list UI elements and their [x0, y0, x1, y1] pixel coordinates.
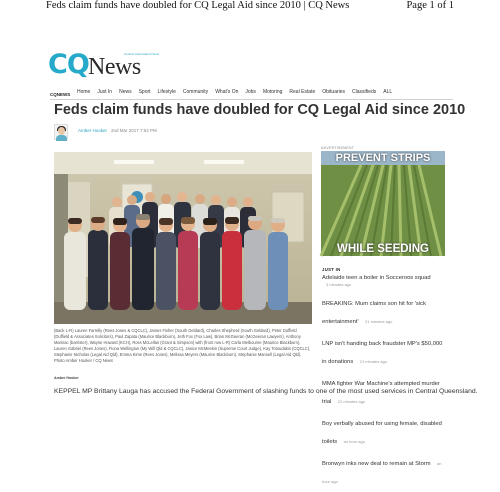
post-date: 2nd Mar 2017 7:52 PM	[111, 128, 157, 133]
photo-credit: Amber Hooker	[54, 376, 79, 380]
print-header	[0, 0, 500, 14]
nav-item-home[interactable]: Home	[77, 89, 91, 95]
logo-tagline: Central Queensland News	[124, 52, 160, 56]
article-lead: KEPPEL MP Brittany Lauga has accused the Federal Government of slashing funds to one of the most used services in Central Queensland.	[54, 388, 478, 395]
nav-item-whats-on[interactable]: What's On	[215, 89, 239, 95]
nav-brand[interactable]: CQNEWS	[50, 92, 71, 97]
just-in-title: JUST IN	[322, 267, 341, 272]
just-in-item[interactable]	[322, 332, 447, 368]
field-stripes-illustration	[321, 151, 445, 256]
nav-divider	[50, 99, 453, 100]
just-in-item[interactable]	[322, 452, 447, 488]
print-page-number: Page 1 of 1	[406, 0, 454, 11]
print-page-title: Feds claim funds have doubled for CQ Legal Aid since 2010 | CQ News	[46, 0, 350, 11]
just-in-item[interactable]	[322, 372, 447, 408]
cq-news-logo[interactable]	[48, 50, 158, 82]
nav-item-real-estate[interactable]: Real Estate	[289, 89, 316, 95]
byline	[54, 124, 254, 142]
nav-item-classifieds[interactable]: Classifieds	[352, 89, 377, 95]
just-in-item[interactable]	[322, 292, 447, 328]
nav-items	[77, 89, 399, 95]
nav-item-obituaries[interactable]: Obituaries	[322, 89, 346, 95]
just-in-headline[interactable]: Bronwyn inks new deal to remain at Storm	[322, 461, 431, 467]
logo-news: News	[88, 54, 141, 80]
nav-item-just-in[interactable]: Just In	[97, 89, 113, 95]
advertisement-banner[interactable]	[321, 151, 445, 256]
article-photo[interactable]	[54, 152, 312, 324]
author-avatar[interactable]	[54, 124, 68, 140]
just-in-time: 21 minutes ago	[359, 359, 388, 364]
nav-item-all[interactable]: ALL	[383, 89, 393, 95]
just-in-time: 22 minutes ago	[337, 399, 366, 404]
advertisement-label: ADVERTISEMENT	[321, 146, 355, 150]
just-in-headline[interactable]: Adelaide teen a boiler in Socceroos squad	[322, 275, 431, 281]
just-in-item[interactable]	[322, 275, 447, 288]
advertisement-headline-top: PREVENT STRIPS	[335, 152, 431, 164]
group-photo-illustration	[54, 152, 312, 324]
nav-item-lifestyle[interactable]: Lifestyle	[157, 89, 176, 95]
logo-cq: CQ	[48, 49, 89, 80]
main-nav	[50, 89, 452, 99]
just-in-time: 3 minutes ago	[326, 282, 352, 287]
just-in-time: an hour ago	[322, 461, 442, 484]
just-in-headline[interactable]: Boy verbally abused for using female, disabled toilets	[322, 421, 442, 445]
nav-item-sport[interactable]: Sport	[138, 89, 151, 95]
article-headline: Feds claim funds have doubled for CQ Legal Aid since 2010	[54, 102, 466, 118]
nav-item-news[interactable]: News	[119, 89, 132, 95]
just-in-time: 21 minutes ago	[365, 319, 393, 324]
advertisement-headline-bottom: WHILE SEEDING	[336, 243, 429, 255]
nav-item-jobs[interactable]: Jobs	[245, 89, 256, 95]
photo-caption: (Back L-R) Lauren Farrelly (Rees Jones & CQCLC), James Fisher (South Geldard), Charles Shepherd (South Geldard), Peter Duffield (Duffield & Associates Solicitors), Paul Zapata (Maurice Blackburn), Jeth Fox (Fox Law), Brian McGeeran (McGeeran Lawyers), Anthony Marinac (barrister), Wayne Howard (KCH), Ross McLellan (Grant & Simpson) with (front row L-R) Carla Melbourne (Maurice Blackburn), Lauren Gabriel (Rees Jones), Fiona Wellington (My Will Qld & CQCLC), Janice McMeekin (Supreme Court Judge), Kay Totoudakis (CQCLC), Stephanie Nicholas (Legal Aid Qld), Emma Kime (Rees Jones), Melissa Meyers (Maurice Blackburn), Stephanie Mansell (Legal Aid Qld). Photo Amber Hooker / CQ News	[54, 328, 311, 363]
just-in-headline[interactable]: MMA fighter War Machine's attempted murder trial	[322, 381, 440, 405]
author-name-link[interactable]: Amber Hooker	[78, 128, 108, 133]
nav-item-community[interactable]: Community	[182, 89, 209, 95]
just-in-headline[interactable]: BREAKING: Mum claims son hit for 'sick entertainment'	[322, 301, 426, 325]
just-in-panel	[322, 267, 447, 492]
nav-item-motoring[interactable]: Motoring	[262, 89, 283, 95]
just-in-time: an hour ago	[343, 439, 365, 444]
just-in-headline[interactable]: LNP isn't handing back fraudster MP's $50,000 in donations	[322, 341, 443, 365]
just-in-item[interactable]	[322, 412, 447, 448]
